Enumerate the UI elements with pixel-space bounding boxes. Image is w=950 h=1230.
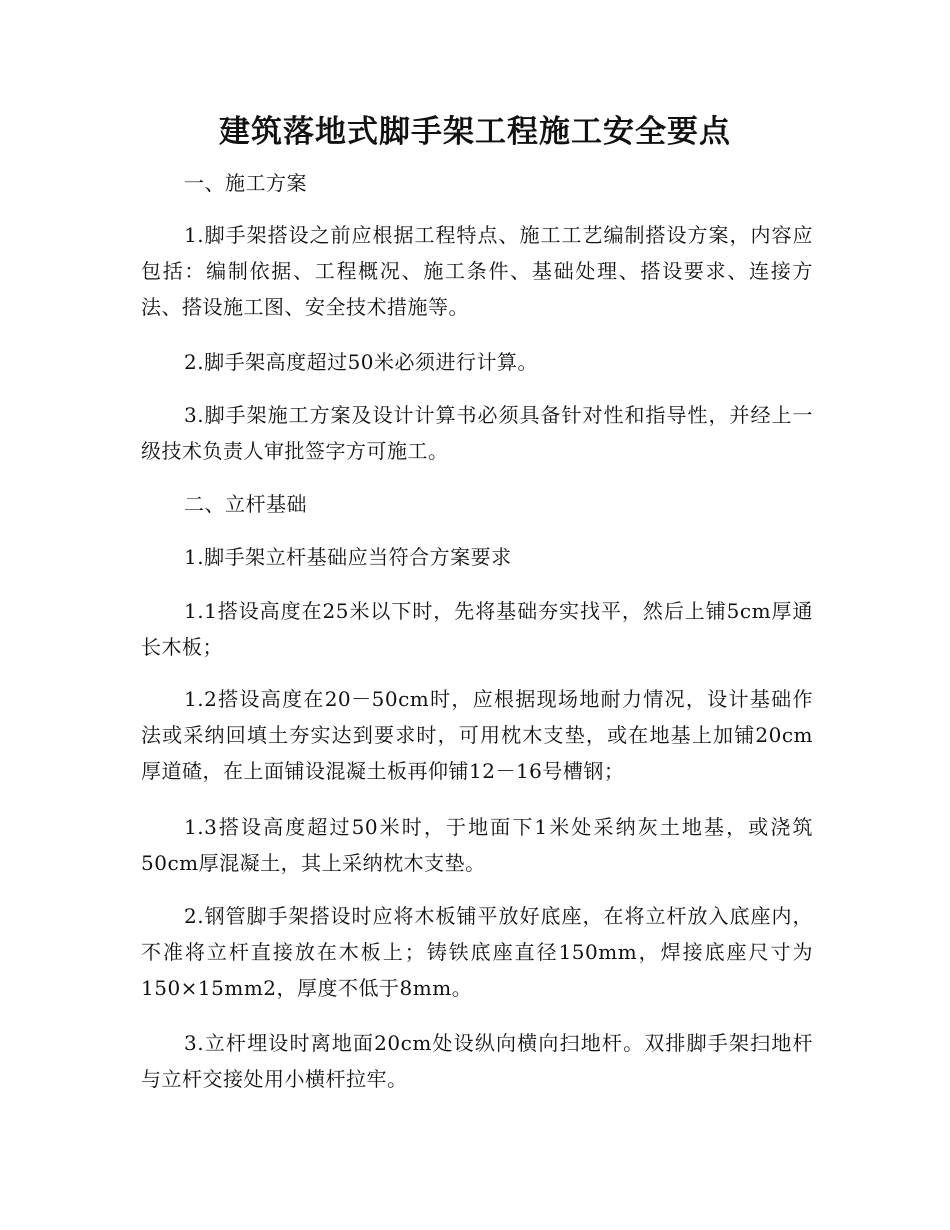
paragraph-foundation-item-1-3: 1.3搭设高度超过50米时，于地面下1米处采纳灰土地基，或浇筑50cm厚混凝土，其上采纳枕木支垫。 bbox=[141, 815, 813, 875]
paragraph-plan-item-1: 1.脚手架搭设之前应根据工程特点、施工工艺编制搭设方案，内容应包括：编制依据、工程概况、施工条件、基础处理、搭设要求、连接方法、搭设施工图、安全技术措施等。 bbox=[141, 223, 813, 319]
section-heading-construction-plan: 一、施工方案 bbox=[184, 171, 307, 195]
paragraph-foundation-item-1-1: 1.1搭设高度在25米以下时，先将基础夯实找平，然后上铺5cm厚通长木板； bbox=[141, 599, 813, 659]
section-heading-pole-foundation: 二、立杆基础 bbox=[184, 492, 307, 516]
paragraph-plan-item-2: 2.脚手架高度超过50米必须进行计算。 bbox=[184, 350, 539, 374]
paragraph-foundation-item-1: 1.脚手架立杆基础应当符合方案要求 bbox=[184, 545, 512, 569]
document-title: 建筑落地式脚手架工程施工安全要点 bbox=[219, 114, 731, 150]
paragraph-foundation-item-2: 2.钢管脚手架搭设时应将木板铺平放好底座，在将立杆放入底座内，不准将立杆直接放在木板上；铸铁底座直径150mm，焊接底座尺寸为150×15mm2，厚度不低于8mm。 bbox=[141, 904, 813, 1000]
paragraph-foundation-item-3: 3.立杆埋设时离地面20cm处设纵向横向扫地杆。双排脚手架扫地杆与立杆交接处用小横杆拉牢。 bbox=[141, 1031, 813, 1091]
paragraph-foundation-item-1-2: 1.2搭设高度在20－50cm时，应根据现场地耐力情况，设计基础作法或采纳回填土夯实达到要求时，可用枕木支垫，或在地基上加铺20cm厚道碴，在上面铺设混凝土板再仰铺12－16号槽钢； bbox=[141, 687, 813, 783]
paragraph-plan-item-3: 3.脚手架施工方案及设计计算书必须具备针对性和指导性，并经上一级技术负责人审批签字方可施工。 bbox=[141, 403, 813, 463]
